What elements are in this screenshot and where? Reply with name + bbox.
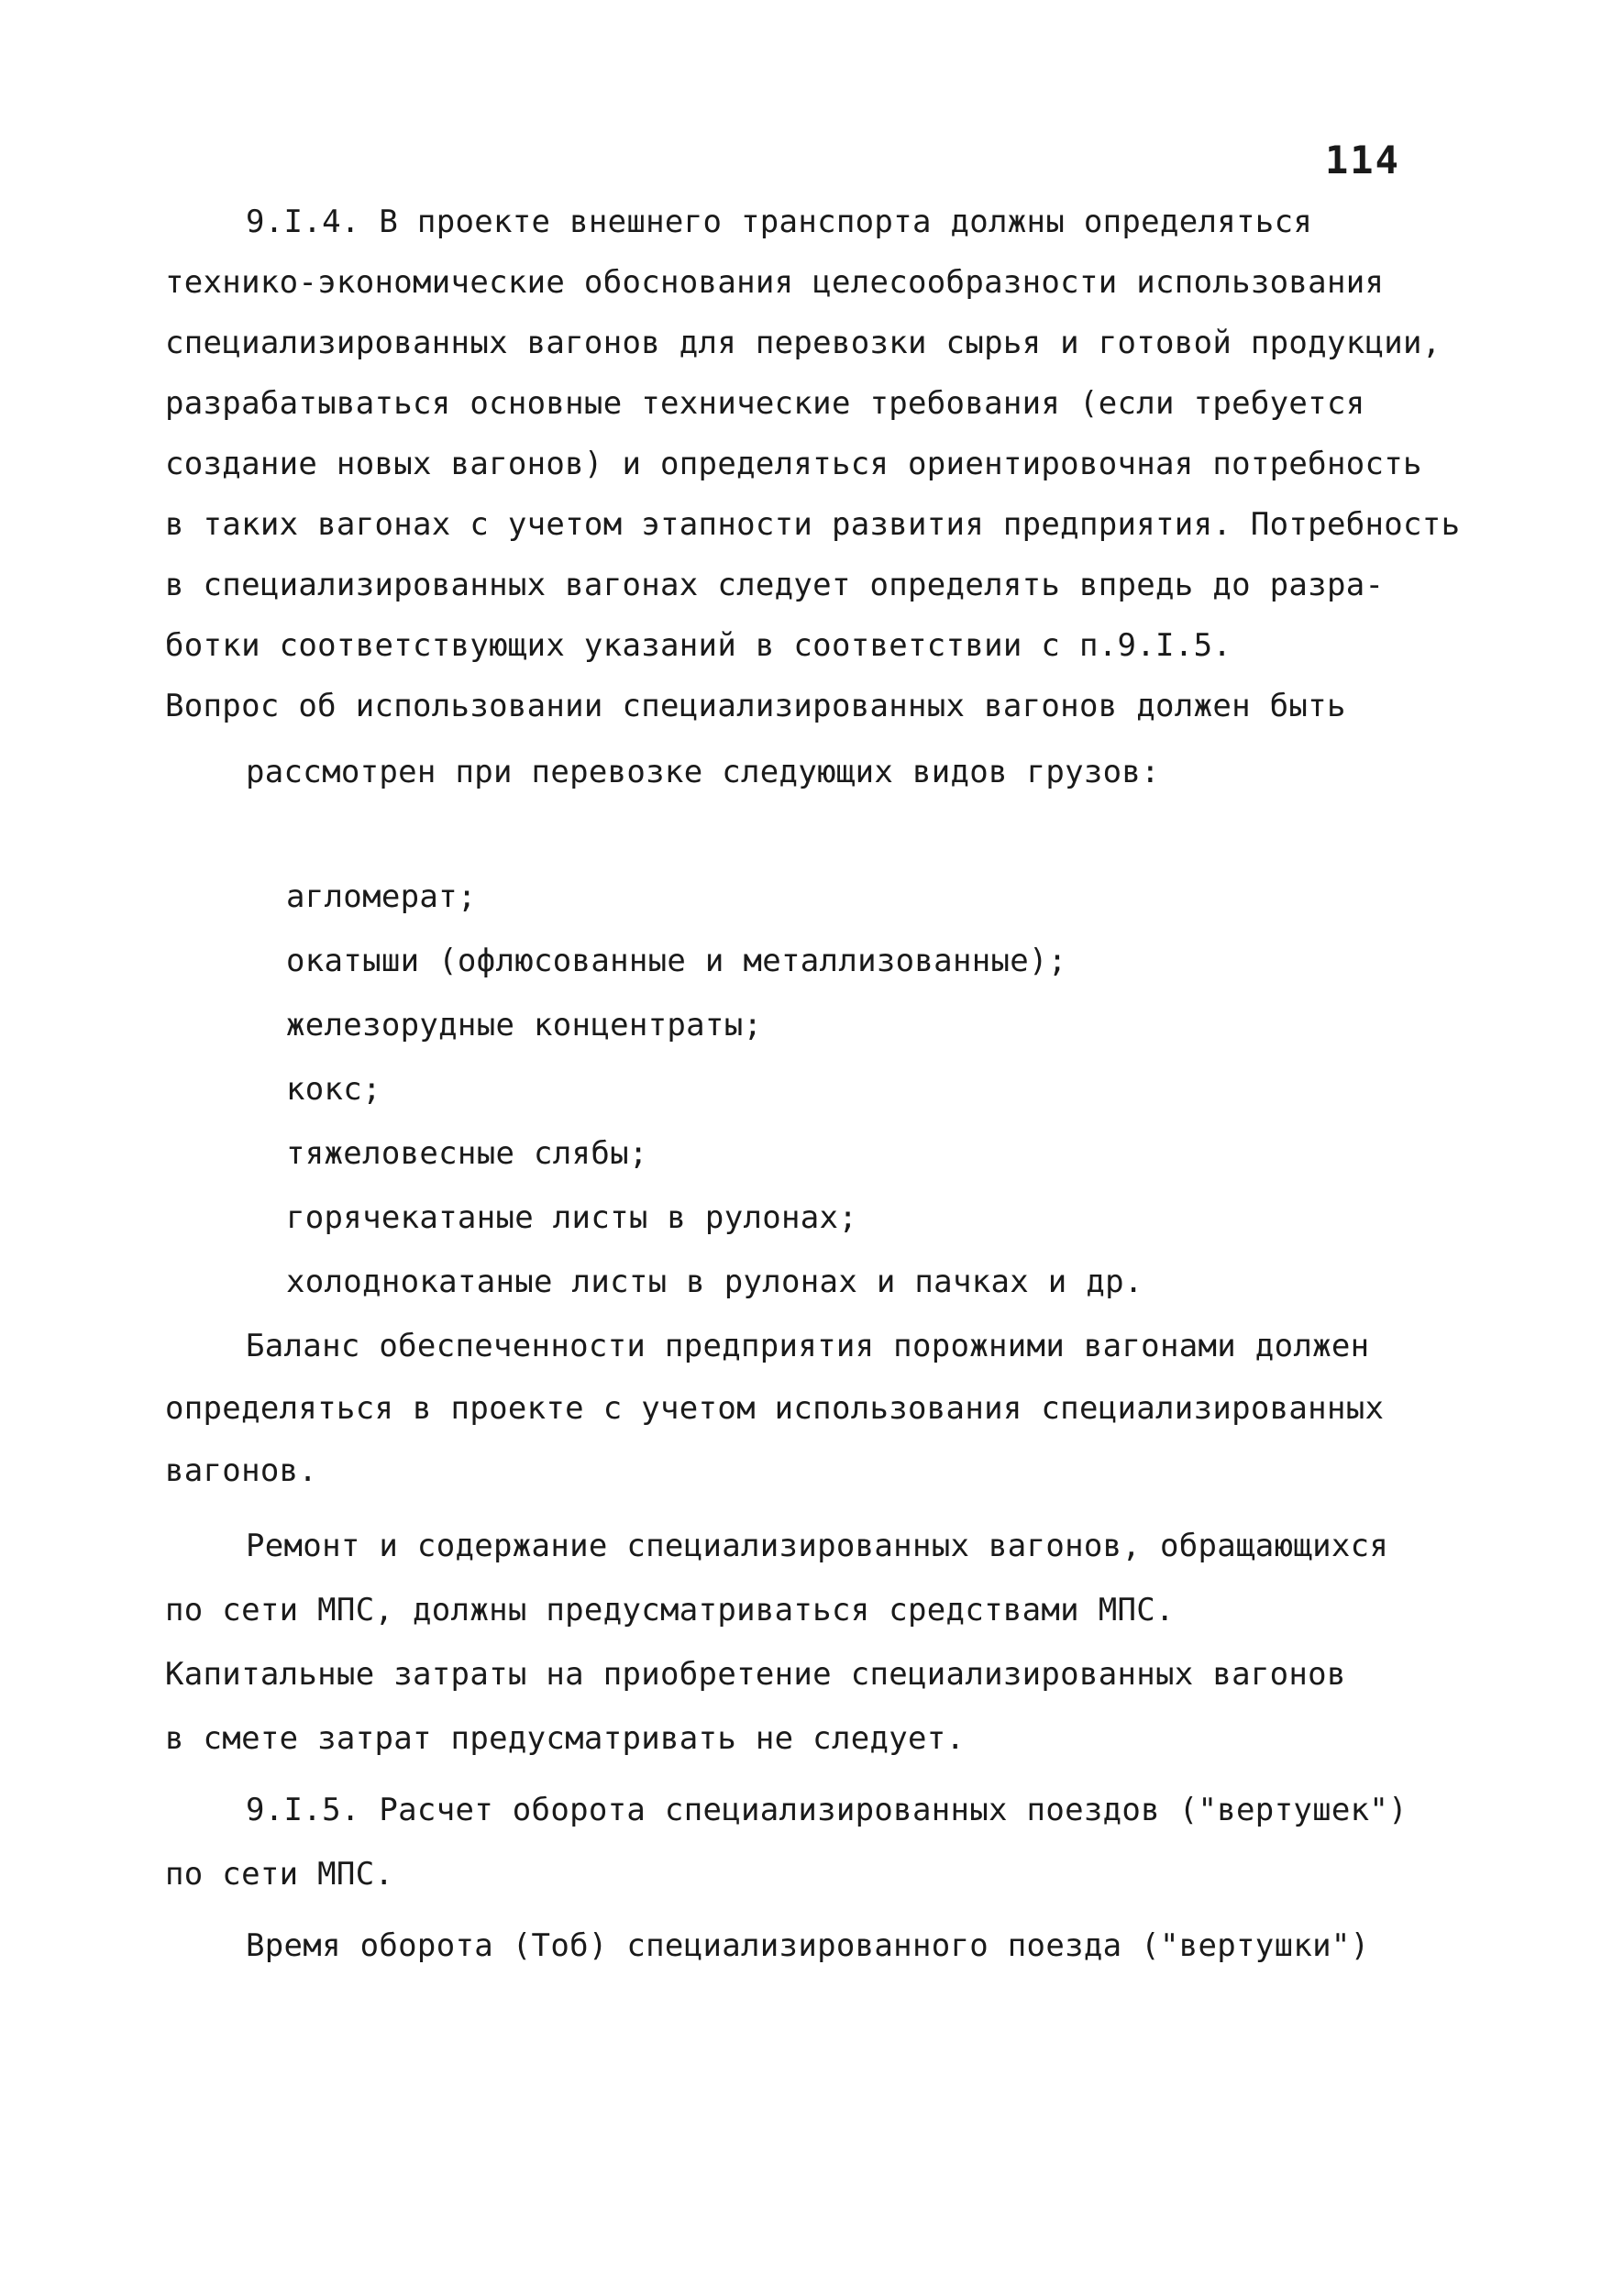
paragraph-line: в смете затрат предусматривать не следует.: [165, 1720, 966, 1757]
paragraph-line: Баланс обеспеченности предприятия порожними вагонами должен: [246, 1328, 1370, 1364]
list-item: окатыши (офлюсованные и металлизованные);: [286, 943, 1067, 979]
list-item: тяжеловесные слябы;: [286, 1135, 648, 1172]
paragraph-line: рассмотрен при перевозке следующих видов грузов:: [246, 754, 1160, 790]
paragraph-line: Вопрос об использовании специализированных вагонов должен быть: [165, 688, 1346, 724]
list-item: горячекатаные листы в рулонах;: [286, 1199, 858, 1236]
list-item: кокс;: [286, 1071, 381, 1108]
paragraph-line: 9.I.4. В проекте внешнего транспорта должны определяться: [246, 204, 1313, 240]
paragraph-line: технико-экономические обоснования целесообразности использования: [165, 264, 1385, 301]
paragraph-line: Время оборота (Тоб) специализированного поезда ("вертушки"): [246, 1927, 1370, 1964]
paragraph-line: Ремонт и содержание специализированных вагонов, обращающихся: [246, 1528, 1389, 1564]
list-item: агломерат;: [286, 878, 477, 915]
page-number: 114: [1325, 138, 1400, 182]
paragraph-line: в таких вагонах с учетом этапности развития предприятия. Потребность: [165, 506, 1461, 543]
paragraph-line: Капитальные затраты на приобретение специализированных вагонов: [165, 1656, 1346, 1693]
paragraph-line: определяться в проекте с учетом использования специализированных: [165, 1390, 1385, 1427]
section-heading-line: по сети МПС.: [165, 1856, 394, 1893]
paragraph-line: вагонов.: [165, 1452, 318, 1489]
list-item: холоднокатаные листы в рулонах и пачках и др.: [286, 1264, 1143, 1300]
paragraph-line: создание новых вагонов) и определяться ориентировочная потребность: [165, 446, 1422, 482]
list-item: железорудные концентраты;: [286, 1007, 763, 1043]
section-heading-line: 9.I.5. Расчет оборота специализированных поездов ("вертушек"): [246, 1792, 1408, 1828]
paragraph-line: по сети МПС, должны предусматриваться средствами МПС.: [165, 1592, 1175, 1628]
paragraph-line: специализированных вагонов для перевозки сырья и готовой продукции,: [165, 325, 1442, 361]
paragraph-line: разрабатываться основные технические требования (если требуется: [165, 385, 1365, 422]
paragraph-line: в специализированных вагонах следует определять впредь до разра-: [165, 567, 1385, 603]
paragraph-line: ботки соответствующих указаний в соответствии с п.9.I.5.: [165, 627, 1232, 664]
